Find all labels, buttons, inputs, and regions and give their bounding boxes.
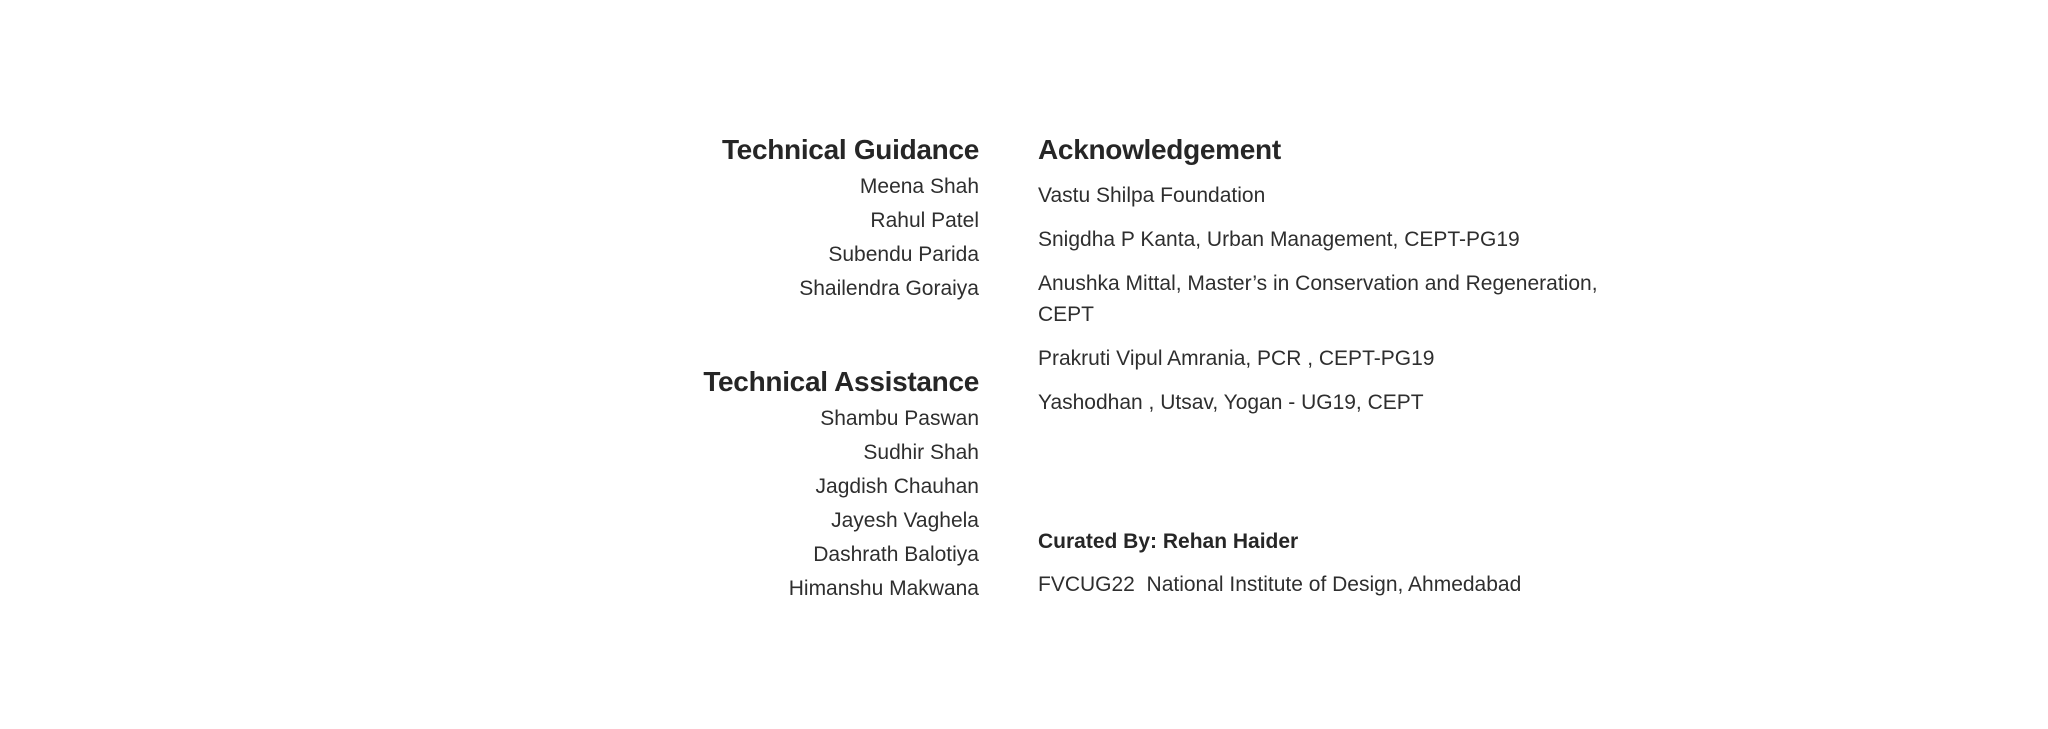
list-item: Himanshu Makwana [788,577,979,600]
acknowledgement-heading: Acknowledgement [1038,134,1281,165]
list-item: Jagdish Chauhan [815,475,979,498]
list-item: Yashodhan , Utsav, Yogan - UG19, CEPT [1038,391,1424,414]
list-item: Rahul Patel [870,209,979,232]
list-item: Shambu Paswan [820,407,979,430]
technical-assistance-list [703,402,979,606]
list-item: Anushka Mittal, Master’s in Conservation and Regeneration, CEPT [1038,272,1598,326]
acknowledgement-column [1038,132,1598,431]
list-item: Vastu Shilpa Foundation [1038,184,1266,207]
list-item: Meena Shah [859,175,979,198]
list-item: Dashrath Balotiya [813,543,979,566]
list-item: Jayesh Vaghela [831,509,979,532]
technical-guidance-heading: Technical Guidance [721,134,979,165]
list-item: Snigdha P Kanta, Urban Management, CEPT-PG19 [1038,228,1520,251]
credits-left-column [703,132,979,606]
list-item: Shailendra Goraiya [799,277,979,300]
curated-by-line: Curated By: Rehan Haider [1038,530,1299,553]
list-item: Sudhir Shah [863,441,979,464]
acknowledgement-list [1038,180,1598,418]
list-item: Prakruti Vipul Amrania, PCR , CEPT-PG19 [1038,347,1435,370]
institute-line: FVCUG22 National Institute of Design, Ahmedabad [1038,573,1522,596]
list-item: Subendu Parida [828,243,979,266]
technical-assistance-heading: Technical Assistance [703,366,979,397]
technical-guidance-list [703,170,979,306]
